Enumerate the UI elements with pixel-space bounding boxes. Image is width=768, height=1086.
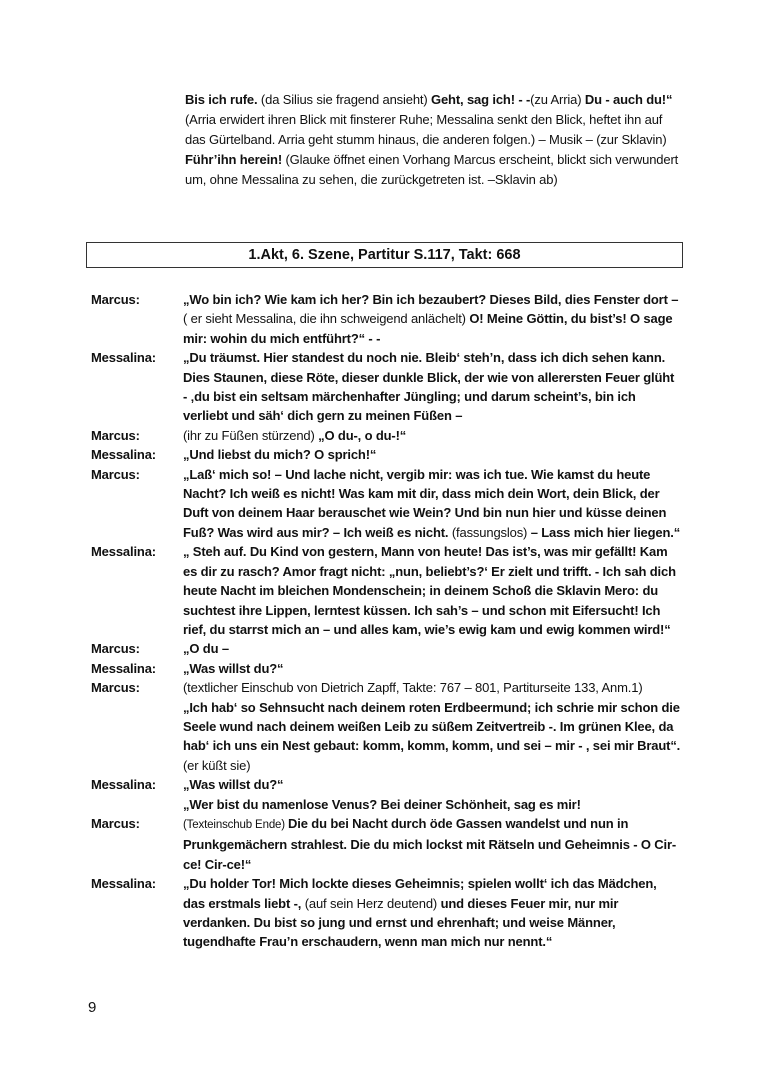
speaker-label: Marcus: bbox=[91, 815, 140, 831]
dialogue-text bbox=[183, 426, 681, 445]
spoken-text: „Was willst du?“ bbox=[183, 660, 284, 676]
dialogue-line bbox=[91, 348, 681, 426]
spoken-text: „Du holder Tor! Mich lockte dieses Geheimnis; spielen wollt‘ ich das Mädchen, das erstmals liebt -, bbox=[183, 876, 657, 911]
intro-text: (Arria erwidert ihren Blick mit finsterer Ruhe; Messalina senkt den Blick, heftet ihn auf das Gürtelband. Arria geht stumm hinaus, die anderen folgen.) – Musik – (zur Sklavin) bbox=[185, 112, 667, 147]
spoken-text: „Laß‘ mich so! – Und lache nicht, vergib mir: was ich tue. Wie kamst du heute Nacht? Ich weiß es nicht! Was kam mit dir, dass mich dein Wort, dein Blick, der Duft von deinem Haar berauschet wie Wein? Und bin nun hier und küsse deinen Fuß? Was wird aus mir? – Ich weiß es nicht. bbox=[183, 466, 667, 540]
intro-text: (da Silius sie fragend ansieht) bbox=[257, 92, 432, 107]
speaker-label: Messalina: bbox=[91, 876, 156, 892]
intro-text: Geht, sag ich! - - bbox=[431, 92, 531, 107]
stage-direction: ( er sieht Messalina, die ihn schweigend anlächelt) bbox=[183, 311, 470, 327]
dialogue-text bbox=[183, 775, 681, 794]
dialogue-line bbox=[91, 426, 681, 445]
speaker-label: Messalina: bbox=[91, 544, 156, 560]
intro-text: (Glauke öffnet einen Vorhang Marcus erscheint, blickt sich verwundert um, ohne Messalina zu sehen, die zurückgetreten ist. –Sklavin ab) bbox=[185, 152, 679, 187]
dialogue-text bbox=[183, 465, 681, 543]
dialogue-line bbox=[91, 795, 681, 814]
dialogue-text bbox=[183, 678, 681, 697]
stage-direction: (textlicher Einschub von Dietrich Zapff, Takte: 767 – 801, Partiturseite 133, Anm.1) bbox=[183, 680, 643, 696]
dialogue-text bbox=[183, 698, 681, 776]
dialogue-line bbox=[91, 814, 681, 874]
dialogue-line bbox=[91, 874, 681, 952]
speaker-label: Marcus: bbox=[91, 427, 140, 443]
dialogue-text bbox=[183, 445, 681, 464]
dialogue-text bbox=[183, 639, 681, 658]
spoken-text: Die du bei Nacht durch öde Gassen wandelst und nun in Prunkgemächern strahlest. Die du mich lockst mit Rätseln und Geheimnis - O Cir-ce! Cir-ce!“ bbox=[183, 815, 677, 872]
speaker-label bbox=[91, 795, 183, 814]
spoken-text: O! Meine Göttin, du bist’s! O sage mir: wohin du mich entführt?“ - - bbox=[183, 311, 673, 346]
intro-text: (zu Arria) bbox=[530, 92, 585, 107]
dialogue-line bbox=[91, 639, 681, 658]
stage-direction: (er küßt sie) bbox=[183, 757, 251, 773]
stage-direction: (Texteinschub Ende) bbox=[183, 818, 289, 831]
speaker-label: Marcus: bbox=[91, 466, 140, 482]
dialogue-line bbox=[91, 542, 681, 639]
speaker-label: Messalina: bbox=[91, 447, 156, 463]
spoken-text: „Ich hab‘ so Sehnsucht nach deinem roten Erdbeermund; ich schrie mir schon die Seele wund nach deinem weißen Leib zu süßem Zeitvertreib -. Im grünen Klee, da hab‘ ich uns ein Nest gebaut: komm, komm, komm, und sei – mir - , sei mir Braut“. bbox=[183, 699, 681, 754]
spoken-text: „Wo bin ich? Wie kam ich her? Bin ich bezaubert? Dieses Bild, dies Fenster dort – bbox=[183, 292, 679, 307]
spoken-text: – Lass mich hier liegen.“ bbox=[530, 524, 681, 540]
spoken-text: „Du träumst. Hier standest du noch nie. Bleib‘ steh’n, dass ich dich sehen kann. Dies Staunen, diese Röte, dieser dunkle Blick, der wie von allerersten Feuer glüht - ‚du bist ein seltsam märchenhafter Jüngling; und darum scheint’s, bin ich verliebt und säh‘ dich gern zu meinen Füßen – bbox=[183, 350, 675, 424]
speaker-label: Marcus: bbox=[91, 680, 140, 696]
scene-heading: 1.Akt, 6. Szene, Partitur S.117, Takt: 668 bbox=[86, 242, 683, 268]
spoken-text: „O du – bbox=[183, 641, 229, 657]
speaker-label: Marcus: bbox=[91, 292, 140, 307]
spoken-text: „ Steh auf. Du Kind von gestern, Mann von heute! Das ist’s, was mir gefällt! Kam es dir zu rasch? Amor fragt nicht: „nun, beliebt’s?‘ Er zielt und trifft. - Ich sah dich heute Nacht im bleichen Mondenschein; in deinem Schoß die Sklavin Mero: du suchtest ihre Lippen, lerntest küssen. Ich sah’s – und schon mit Eifersucht! Ich rief, du starrst mich an – und alles kam, wie’s ewig kam und ewig kommen wird!“ bbox=[183, 544, 676, 637]
dialogue-text bbox=[183, 348, 681, 426]
dialogue-text bbox=[183, 874, 681, 952]
stage-direction: (fassungslos) bbox=[451, 524, 531, 540]
dialogue-text bbox=[183, 659, 681, 678]
spoken-text: „Was willst du?“ bbox=[183, 777, 284, 793]
dialogue-list bbox=[91, 290, 681, 952]
stage-direction: (auf sein Herz deutend) bbox=[304, 895, 441, 911]
spoken-text: „O du-, o du-!“ bbox=[318, 427, 407, 443]
dialogue-text bbox=[183, 814, 681, 874]
dialogue-text bbox=[183, 795, 681, 814]
dialogue-line bbox=[91, 775, 681, 794]
spoken-text: „Und liebst du mich? O sprich!“ bbox=[183, 447, 377, 463]
dialogue-text bbox=[183, 542, 681, 639]
dialogue-line bbox=[91, 659, 681, 678]
speaker-label: Messalina: bbox=[91, 660, 156, 676]
speaker-label: Marcus: bbox=[91, 641, 140, 657]
dialogue-line bbox=[91, 698, 681, 776]
intro-text: Bis ich rufe. bbox=[185, 92, 258, 107]
dialogue-line bbox=[91, 465, 681, 543]
dialogue-line bbox=[91, 678, 681, 697]
intro-paragraph bbox=[185, 90, 679, 190]
dialogue-line bbox=[91, 445, 681, 464]
stage-direction: (ihr zu Füßen stürzend) bbox=[183, 427, 319, 443]
intro-text: Führ’ihn herein! bbox=[185, 152, 283, 167]
dialogue-line bbox=[91, 290, 681, 348]
speaker-label: Messalina: bbox=[91, 777, 156, 793]
speaker-label: Messalina: bbox=[91, 350, 156, 366]
dialogue-text bbox=[183, 290, 681, 348]
page-number: 9 bbox=[88, 999, 97, 1016]
spoken-text: und dieses Feuer mir, nur mir verdanken. Du bist so jung und ernst und ehrenhaft; und weise Männer, tugendhafte Frau’n erschaudern, wenn man mich nur nennt.“ bbox=[183, 895, 619, 950]
spoken-text: „Wer bist du namenlose Venus? Bei deiner Schönheit, sag es mir! bbox=[183, 796, 581, 812]
intro-text: Du - auch du!“ bbox=[584, 92, 673, 107]
speaker-label bbox=[91, 698, 183, 776]
